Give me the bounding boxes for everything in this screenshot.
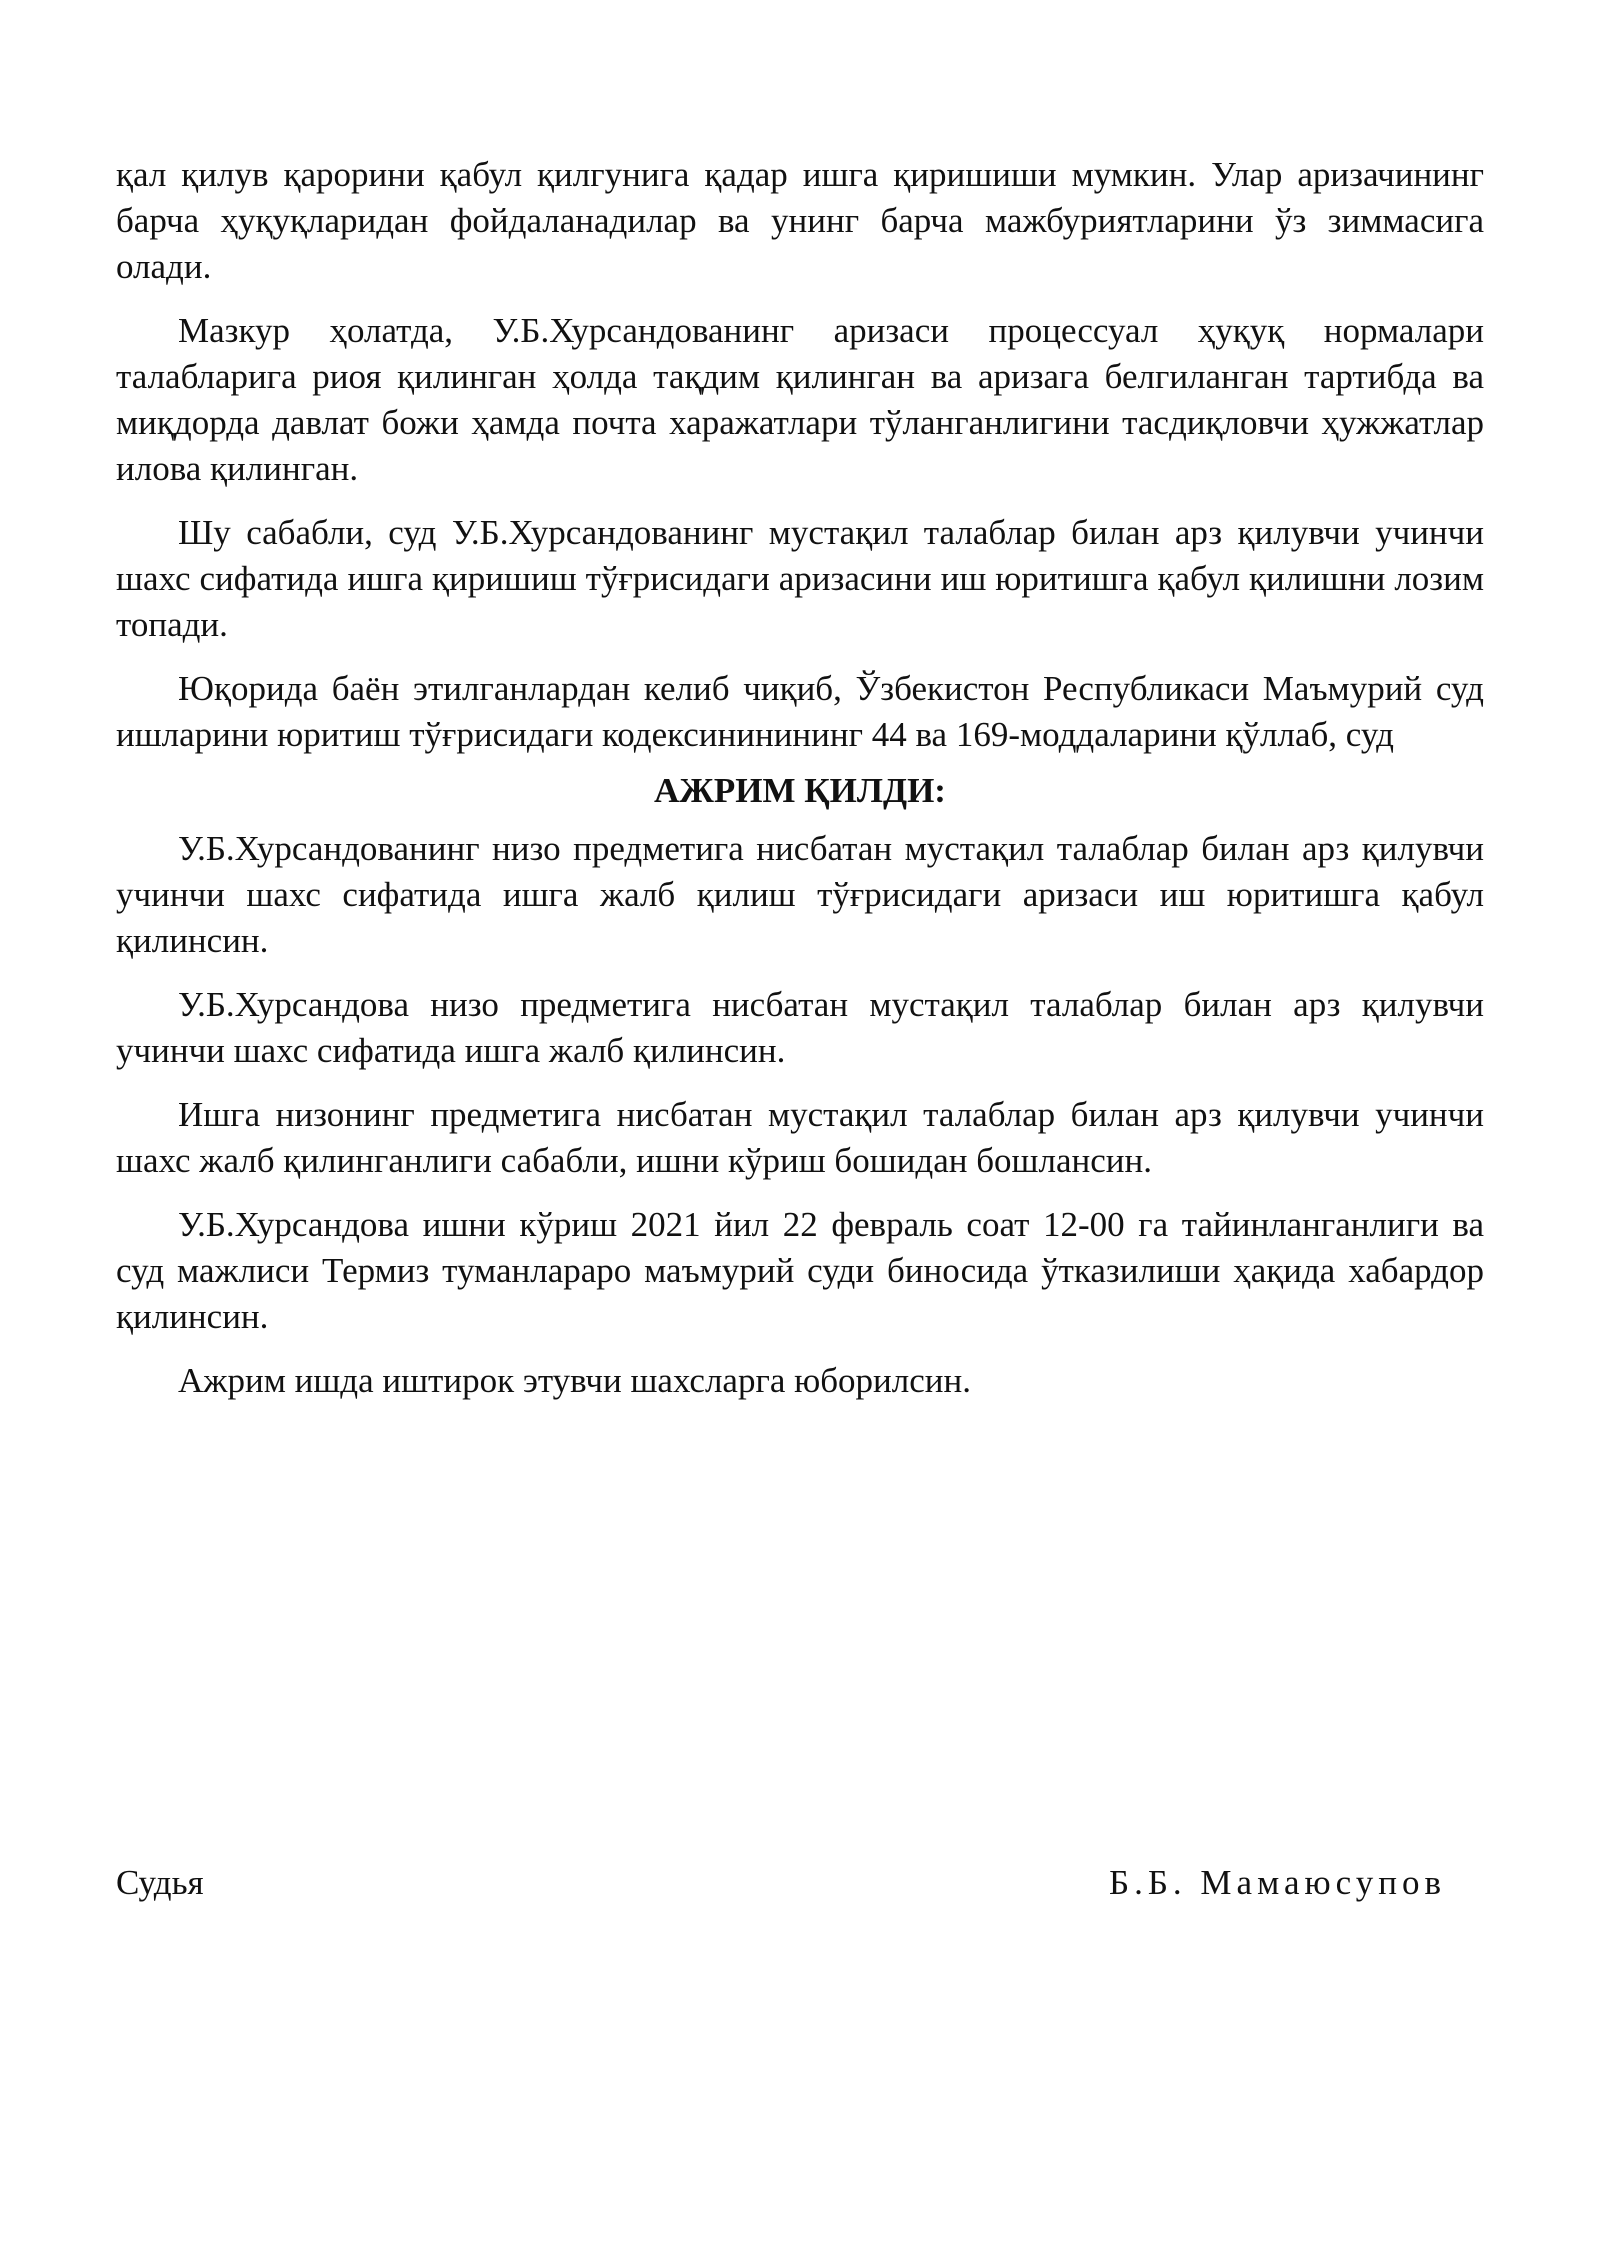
paragraph-court-reasoning: Шу сабабли, суд У.Б.Хурсандованинг мустақил талаблар билан арз қилувчи учинчи шахс сифатида ишга қиришиш тўғрисидаги аризасини иш юритишга қабул қилишни лозим топади.: [116, 513, 1484, 644]
signature-block: [116, 1860, 1446, 1906]
ruling-item-hearing-notice: У.Б.Хурсандова ишни кўриш 2021 йил 22 февраль соат 12-00 га тайинланганлиги ва суд мажлиси Термиз туманлараро маъмурий суди биносида ўтказилиши ҳақида хабардор қилинсин.: [116, 1205, 1484, 1336]
document-body: [116, 152, 1484, 1422]
ruling-item-restart-hearing: Ишга низонинг предметига нисбатан мустақил талаблар билан арз қилувчи учинчи шахс жалб қилинганлиги сабабли, ишни кўриш бошидан бошлансин.: [116, 1095, 1484, 1180]
paragraph-legal-basis: Юқорида баён этилганлардан келиб чиқиб, Ўзбекистон Республикаси Маъмурий суд ишларини юритиш тўғрисидаги кодексининининг 44 ва 169-моддаларини қўллаб, суд: [116, 669, 1484, 754]
judge-name: Б.Б. Мамаюсупов: [1108, 1863, 1446, 1902]
paragraph-application-status: Мазкур ҳолатда, У.Б.Хурсандованинг аризаси процессуал ҳуқуқ нормалари талабларига риоя қилинган ҳолда тақдим қилинган ва аризага белгиланган тартибда ва миқдорда давлат божи ҳамда почта харажатлари тўланганлигини тасдиқловчи ҳужжатлар илова қилинган.: [116, 311, 1484, 488]
paragraph-continuation: қал қилув қарорини қабул қилгунига қадар ишга қиришиши мумкин. Улар аризачининг барча ҳуқуқларидан фойдаланадилар ва унинг барча мажбуриятларини ўз зиммасига олади.: [116, 155, 1484, 286]
ruling-heading: АЖРИМ ҚИЛДИ:: [654, 771, 946, 810]
ruling-item-send-to-parties: Ажрим ишда иштирок этувчи шахсларга юборилсин.: [178, 1361, 972, 1400]
ruling-item-involve-third-party: У.Б.Хурсандова низо предметига нисбатан мустақил талаблар билан арз қилувчи учинчи шахс сифатида ишга жалб қилинсин.: [116, 985, 1484, 1070]
ruling-item-accept-application: У.Б.Хурсандованинг низо предметига нисбатан мустақил талаблар билан арз қилувчи учинчи шахс сифатида ишга жалб қилиш тўғрисидаги аризаси иш юритишга қабул қилинсин.: [116, 829, 1484, 960]
signature-title: Судья: [116, 1863, 204, 1902]
